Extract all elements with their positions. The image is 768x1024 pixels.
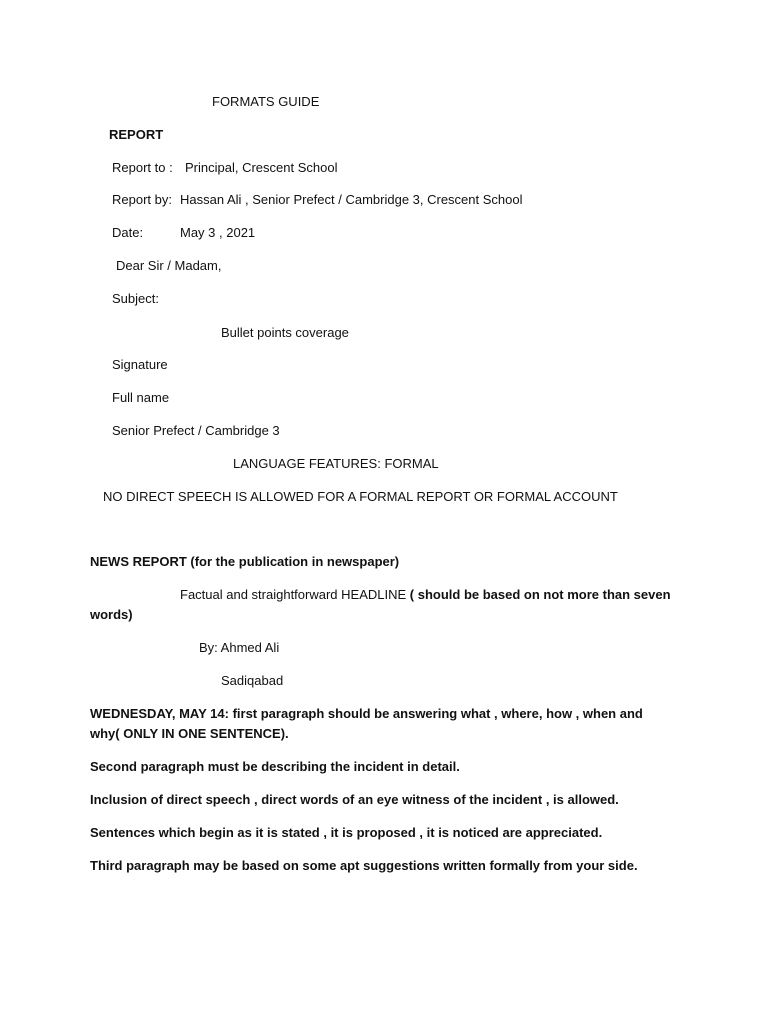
headline-plain-text: Factual and straightforward HEADLINE [180, 587, 410, 602]
headline-note-continued: words) [90, 607, 133, 622]
report-heading: REPORT [109, 127, 164, 142]
language-features: LANGUAGE FEATURES: FORMAL [233, 456, 439, 471]
paragraph-three-note: Inclusion of direct speech , direct words of an eye witness of the incident , is allowed. [90, 792, 619, 807]
by-line: By: Ahmed Ali [199, 640, 280, 655]
signature-label: Signature [112, 357, 168, 372]
date-value: May 3 , 2021 [180, 225, 256, 240]
report-by-value: Hassan Ali , Senior Prefect / Cambridge 3, Crescent School [180, 192, 523, 207]
paragraph-five-note: Third paragraph may be based on some apt suggestions written formally from your side. [90, 858, 638, 873]
full-name-label: Full name [112, 390, 170, 405]
bullet-points-note: Bullet points coverage [221, 325, 349, 340]
paragraph-one-line-one: WEDNESDAY, MAY 14: first paragraph should be answering what , where, how , when and [90, 706, 643, 721]
report-to-label: Report to : [112, 160, 173, 175]
paragraph-one-line-two: why( ONLY IN ONE SENTENCE). [90, 726, 289, 741]
date-label: Date: [112, 225, 144, 240]
paragraph-two-note: Second paragraph must be describing the incident in detail. [90, 759, 460, 774]
headline-bold-text: ( should be based on not more than seven [409, 587, 671, 602]
news-report-heading: NEWS REPORT (for the publication in newspaper) [90, 554, 400, 569]
headline-note [180, 587, 671, 603]
designation-label: Senior Prefect / Cambridge 3 [112, 423, 280, 438]
subject-label: Subject: [112, 291, 159, 306]
report-by-label: Report by: [112, 192, 172, 207]
report-to-value: Principal, Crescent School [185, 160, 338, 175]
paragraph-four-note: Sentences which begin as it is stated , it is proposed , it is noticed are appreciated. [90, 825, 603, 840]
place-line: Sadiqabad [221, 673, 284, 688]
salutation: Dear Sir / Madam, [116, 258, 222, 273]
doc-title: FORMATS GUIDE [212, 94, 320, 109]
no-direct-speech-note: NO DIRECT SPEECH IS ALLOWED FOR A FORMAL REPORT OR FORMAL ACCOUNT [103, 489, 618, 504]
